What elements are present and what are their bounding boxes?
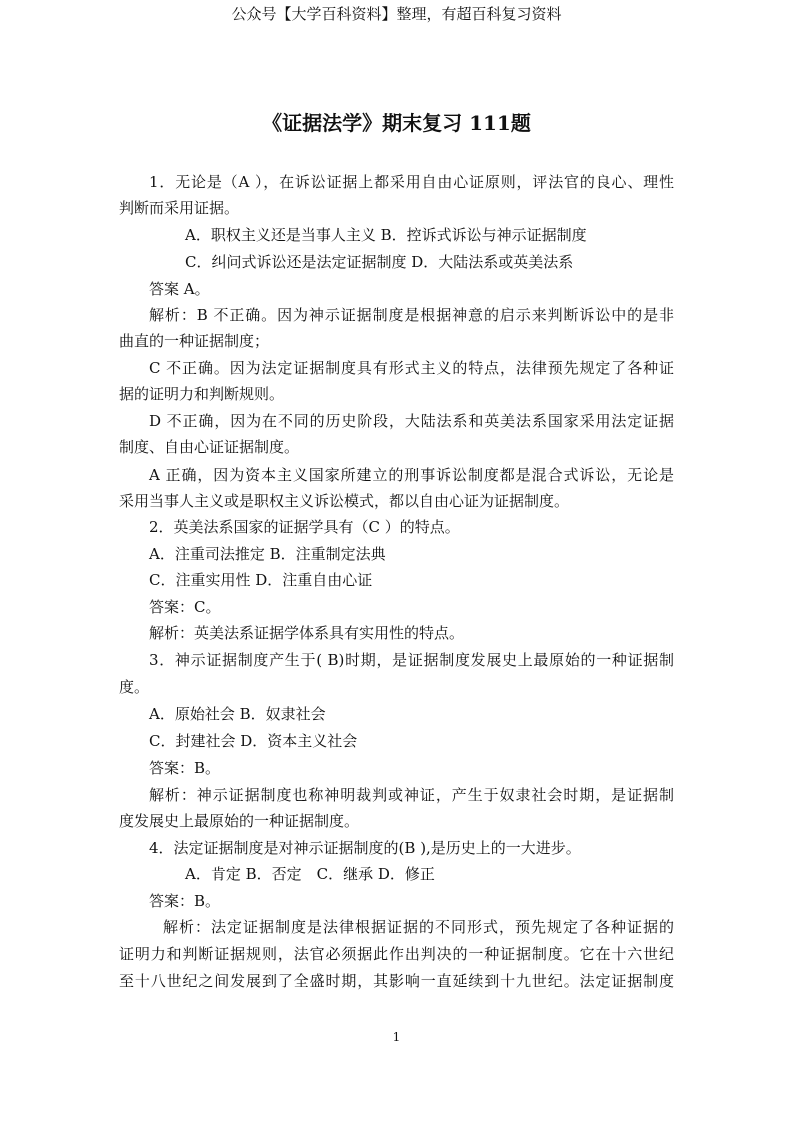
text-line: 曲直的一种证据制度；: [119, 332, 270, 350]
text-line: 解析：神示证据制度也称神明裁判或神证，产生于奴隶社会时期，是证据制: [149, 786, 674, 804]
text-line: 答案：B。: [149, 892, 221, 910]
text-line: 4．法定证据制度是对神示证据制度的(B ),是历史上的一大进步。: [149, 839, 581, 857]
text-line: 度。: [119, 678, 150, 696]
text-line: 解析：法定证据制度是法律根据证据的不同形式，预先规定了各种证据的: [163, 918, 674, 936]
text-line: C 不正确。因为法定证据制度具有形式主义的特点，法律预先规定了各种证: [149, 359, 674, 377]
text-line: 3．神示证据制度产生于( B)时期，是证据制度发展史上最原始的一种证据制: [149, 651, 674, 669]
text-line: 判断而采用证据。: [119, 199, 240, 217]
text-line: 2．英美法系国家的证据学具有（C ）的特点。: [149, 518, 460, 536]
text-line: 解析：英美法系证据学体系具有实用性的特点。: [149, 624, 465, 642]
text-line: 答案 A。: [149, 280, 210, 298]
text-line: 至十八世纪之间发展到了全盛时期，其影响一直延续到十九世纪。法定证据制度: [119, 972, 674, 990]
page-header: 公众号【大学百科资料】整理，有超百科复习资料: [231, 5, 562, 23]
text-line: A．注重司法推定 B．注重制定法典: [149, 545, 386, 563]
text-line: A 正确，因为资本主义国家所建立的刑事诉讼制度都是混合式诉讼，无论是: [149, 466, 674, 484]
text-line: A．肯定 B．否定 C．继承 D．修正: [185, 865, 435, 883]
text-line: C．封建社会 D．资本主义社会: [149, 732, 358, 750]
text-line: C．纠问式诉讼还是法定证据制度 D．大陆法系或英美法系: [185, 253, 574, 271]
page-number: 1: [392, 1030, 401, 1044]
text-line: 证明力和判断证据规则，法官必须据此作出判决的一种证据制度。它在十六世纪: [119, 945, 674, 963]
text-line: C．注重实用性 D．注重自由心证: [149, 571, 373, 589]
text-line: 答案：B。: [149, 759, 221, 777]
text-line: D 不正确，因为在不同的历史阶段，大陆法系和英美法系国家采用法定证据: [149, 412, 674, 430]
text-line: 1．无论是（A ），在诉讼证据上都采用自由心证原则，评法官的良心、理性: [149, 173, 674, 191]
text-line: 据的证明力和判断规则。: [119, 385, 285, 403]
text-line: 答案：C。: [149, 598, 221, 616]
document-title: 《证据法学》期末复习 111题: [262, 111, 531, 135]
text-line: A．职权主义还是当事人主义 B．控诉式诉讼与神示证据制度: [185, 226, 587, 244]
text-line: 解析：B 不正确。因为神示证据制度是根据神意的启示来判断诉讼中的是非: [149, 306, 674, 324]
text-line: 度发展史上最原始的一种证据制度。: [119, 812, 360, 830]
text-line: 制度、自由心证证据制度。: [119, 438, 300, 456]
text-line: A．原始社会 B．奴隶社会: [149, 705, 326, 723]
text-line: 采用当事人主义或是职权主义诉讼模式，都以自由心证为证据制度。: [119, 492, 570, 510]
